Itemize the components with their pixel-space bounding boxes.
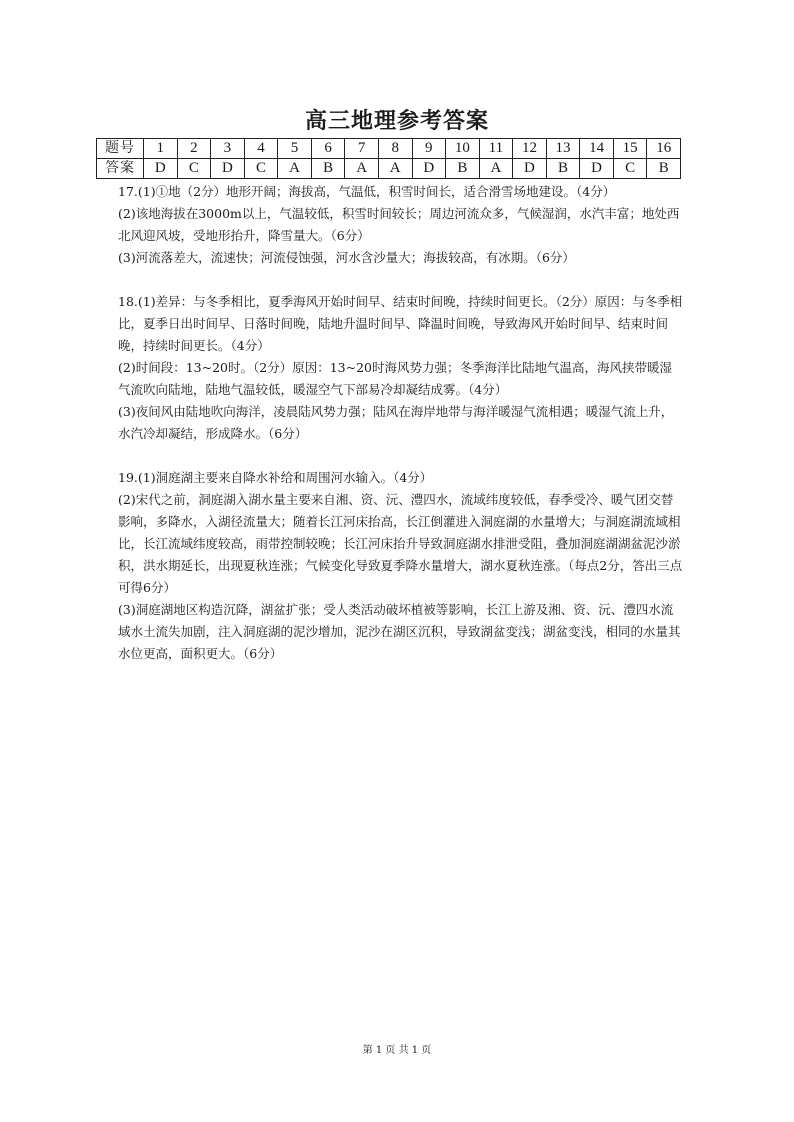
row-label-answer: 答案 [97, 159, 144, 179]
answer-cell: D [211, 159, 245, 179]
question-number: 14 [580, 139, 614, 159]
question-number: 4 [244, 139, 278, 159]
page-title: 高三地理参考答案 [304, 108, 489, 134]
q17-part2: (2)该地海拔在3000m以上，气温较低，积雪时间较长；周边河流众多，气候湿润，水汽丰富；地处西北风迎风坡，受地形抬升，降雪量大。（6分） [118, 206, 680, 243]
question-number: 12 [513, 139, 547, 159]
answer-table [96, 138, 681, 179]
row-label-question-number: 题号 [97, 139, 144, 159]
question-number: 7 [345, 139, 379, 159]
answer-cell: A [378, 159, 412, 179]
question-number: 13 [546, 139, 580, 159]
q19-part2: (2)宋代之前，洞庭湖入湖水量主要来自湘、资、沅、澧四水，流域纬度较低，春季受冷、暖气团交替影响，多降水，入湖径流量大；随着长江河床抬高，长江倒灌进入洞庭湖的水量增大；与洞庭湖流域相比，长江流域纬度较高，雨带控制较晚；长江河床抬升导致洞庭湖水排泄受阻，叠加洞庭湖湖盆泥沙淤积，洪水期延长，出现夏秋连涨；气候变化导致夏季降水量增大，湖水夏秋连涨。（每点2分，答出三点可得6分） [118, 492, 683, 595]
question-number: 1 [144, 139, 178, 159]
answer-cell: C [244, 159, 278, 179]
section-gap [118, 445, 684, 467]
question-number: 9 [412, 139, 446, 159]
q18-part2: (2)时间段：13~20时。（2分）原因：13~20时海风势力强；冬季海洋比陆地气温高，海风挟带暖湿气流吹向陆地，陆地气温较低，暖湿空气下部易冷却凝结成雾。（4分） [118, 360, 672, 397]
answer-cell: B [446, 159, 480, 179]
answer-cell: B [647, 159, 681, 179]
page-footer: 第 1 页 共 1 页 [362, 1045, 432, 1056]
answer-cell: C [177, 159, 211, 179]
answer-cell: A [345, 159, 379, 179]
answer-cell: C [613, 159, 647, 179]
question-number: 15 [613, 139, 647, 159]
answer-row [97, 159, 681, 179]
q19-part1: 19.(1)洞庭湖主要来自降水补给和周围河水输入。（4分） [118, 470, 433, 485]
answer-cell: B [311, 159, 345, 179]
question-number: 2 [177, 139, 211, 159]
question-number: 3 [211, 139, 245, 159]
answer-cell: D [412, 159, 446, 179]
section-gap [118, 269, 684, 291]
answer-body [118, 181, 684, 665]
answer-cell: A [479, 159, 513, 179]
question-number: 16 [647, 139, 681, 159]
answer-cell: B [546, 159, 580, 179]
answer-cell: D [580, 159, 614, 179]
answer-cell: D [513, 159, 547, 179]
q18-part1: 18.(1)差异：与冬季相比，夏季海风开始时间早、结束时间晚，持续时间更长。（2分）原因：与冬季相比，夏季日出时间早、日落时间晚，陆地升温时间早、降温时间晚，导致海风开始时间早、结束时间晚，持续时间更长。（4分） [118, 294, 683, 353]
question-number: 8 [378, 139, 412, 159]
q17-part1: 17.(1)①地（2分）地形开阔；海拔高，气温低，积雪时间长，适合滑雪场地建设。（4分） [118, 184, 616, 199]
q17-part3: (3)河流落差大，流速快；河流侵蚀强，河水含沙量大；海拔较高，有冰期。（6分） [118, 250, 575, 265]
question-number: 10 [446, 139, 480, 159]
question-number: 11 [479, 139, 513, 159]
question-number: 6 [311, 139, 345, 159]
answer-cell: A [278, 159, 312, 179]
answer-cell: D [144, 159, 178, 179]
q19-part3: (3)洞庭湖地区构造沉降，湖盆扩张；受人类活动破坏植被等影响，长江上游及湘、资、沅、澧四水流域水土流失加剧，注入洞庭湖的泥沙增加，泥沙在湖区沉积，导致湖盆变浅；湖盆变浅，相同的水量其水位更高，面积更大。（6分） [118, 602, 681, 661]
question-number-row [97, 139, 681, 159]
question-number: 5 [278, 139, 312, 159]
q18-part3: (3)夜间风由陆地吹向海洋，凌晨陆风势力强；陆风在海岸地带与海洋暖湿气流相遇；暖湿气流上升，水汽冷却凝结，形成降水。（6分） [118, 404, 674, 441]
